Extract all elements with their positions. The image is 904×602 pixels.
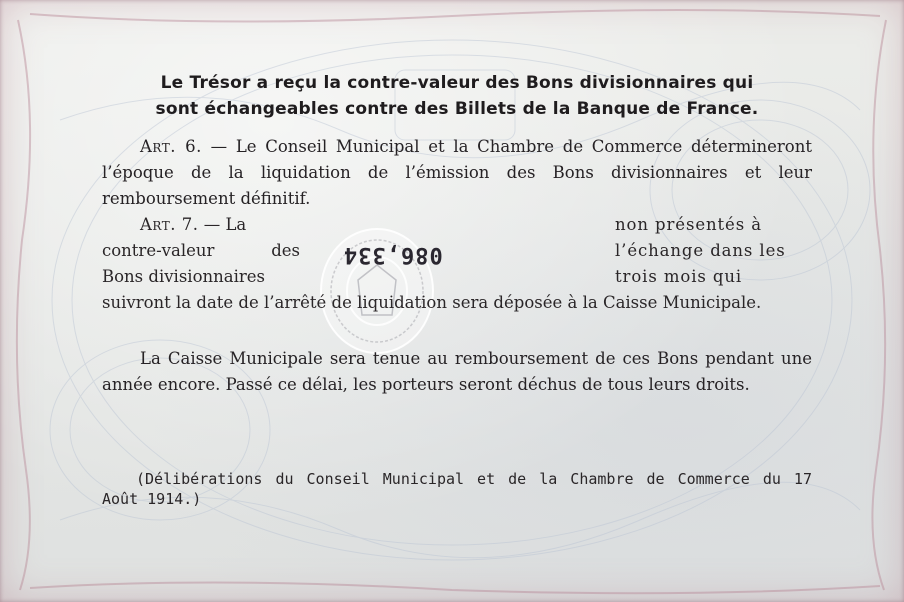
article-7-left-column — [102, 212, 300, 290]
article-6 — [102, 134, 812, 212]
heading-line-2: sont échangeables contre des Billets de la Banque de France. — [155, 99, 759, 119]
article-7-line-3: Bons divisionnaires — [102, 267, 266, 286]
article-6-label: Art. 6. — [140, 137, 202, 156]
article-7-label: Art. 7. — [140, 215, 199, 234]
article-6-text: — Le Conseil Municipal et la Chambre de Commerce détermineront l’époque de la liquidation de l’émission des Bons divisionnaires et leur remboursement définitif. — [102, 137, 812, 208]
article-7-continuation: suivront la date de l’arrêté de liquidation sera déposée à la Caisse Municipale. — [102, 293, 762, 312]
article-7-right-line-3: trois mois qui — [615, 267, 743, 286]
article-7-line-2-a: contre-valeur — [102, 241, 215, 260]
article-7-line-1-rest: — La — [198, 215, 247, 234]
article-7-line-2-b: des — [271, 241, 300, 260]
article-7-right-line-1: non présentés à — [615, 215, 762, 234]
article-7-right-column — [615, 212, 812, 290]
heading-line-1: Le Trésor a reçu la contre-valeur des Bons divisionnaires qui — [160, 73, 754, 93]
serial-number: 086,334 — [343, 242, 443, 267]
article-7-line-2 — [102, 238, 300, 264]
footnote-deliberations: (Délibérations du Conseil Municipal et de la Chambre de Commerce du 17 Août 1914.) — [102, 470, 812, 508]
text-block — [102, 70, 812, 398]
paragraph-caisse-municipale: La Caisse Municipale sera tenue au remboursement de ces Bons pendant une année encore. Passé ce délai, les porteurs seront déchus de tous leurs droits. — [102, 349, 812, 394]
heading — [102, 70, 812, 122]
article-7-line-1 — [102, 212, 300, 238]
article-7-right-line-2: l’échange dans les — [615, 241, 786, 260]
article-7 — [102, 212, 812, 322]
